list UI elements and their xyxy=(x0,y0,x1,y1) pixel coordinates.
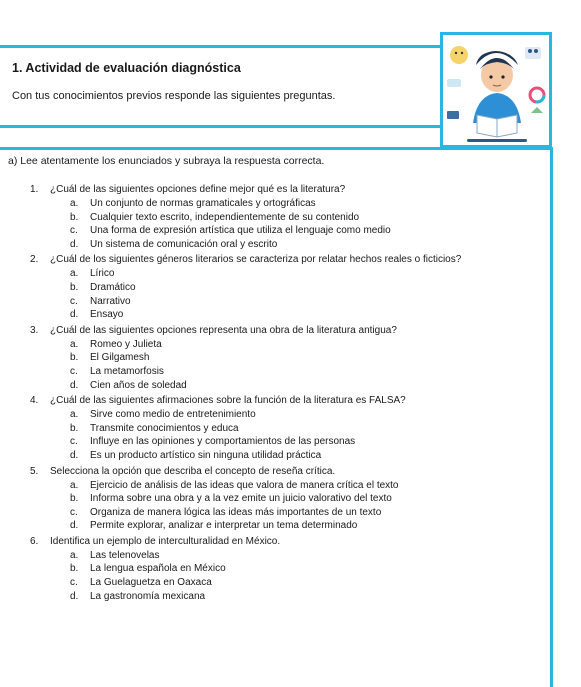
option-letter: b. xyxy=(70,493,79,505)
section-instruction: a) Lee atentamente los enunciados y subraya la respuesta correcta. xyxy=(8,155,325,167)
option-d[interactable] xyxy=(70,449,545,463)
option-letter: a. xyxy=(70,268,79,280)
option-list xyxy=(30,549,545,603)
option-text[interactable]: Influye en las opiniones y comportamientos de las personas xyxy=(90,436,356,448)
option-d[interactable] xyxy=(70,238,545,252)
option-c[interactable] xyxy=(70,576,545,590)
option-text[interactable]: Es un producto artístico sin ninguna utilidad práctica xyxy=(90,449,322,461)
option-text[interactable]: Romeo y Julieta xyxy=(90,338,162,350)
question-3 xyxy=(30,324,545,392)
option-text[interactable]: Un sistema de comunicación oral y escrito xyxy=(90,238,278,250)
option-letter: a. xyxy=(70,479,79,491)
option-letter: c. xyxy=(70,295,78,307)
option-a[interactable] xyxy=(70,338,545,352)
question-6 xyxy=(30,535,545,603)
option-text[interactable]: La Guelaguetza en Oaxaca xyxy=(90,577,212,589)
option-text[interactable]: Organiza de manera lógica las ideas más importantes de un texto xyxy=(90,506,382,518)
question-1 xyxy=(30,183,545,251)
option-b[interactable] xyxy=(70,492,545,506)
option-text[interactable]: Cualquier texto escrito, independientemente de su contenido xyxy=(90,211,360,223)
option-text[interactable]: Permite explorar, analizar e interpretar un tema determinado xyxy=(90,520,358,532)
question-text: Identifica un ejemplo de interculturalidad en México. xyxy=(50,535,281,547)
question-number: 4. xyxy=(30,395,39,407)
option-text[interactable]: Lírico xyxy=(90,268,115,280)
question-number: 2. xyxy=(30,254,39,266)
question-list xyxy=(30,183,545,603)
question-4 xyxy=(30,394,545,462)
option-text[interactable]: La lengua española en México xyxy=(90,563,226,575)
option-letter: d. xyxy=(70,449,79,461)
option-letter: c. xyxy=(70,436,78,448)
option-letter: d. xyxy=(70,590,79,602)
option-c[interactable] xyxy=(70,506,545,520)
question-text: ¿Cuál de los siguientes géneros literarios se caracteriza por relatar hechos reales o ficticios? xyxy=(50,254,462,266)
option-letter: b. xyxy=(70,563,79,575)
option-text[interactable]: Una forma de expresión artística que utiliza el lenguaje como medio xyxy=(90,225,391,237)
option-letter: b. xyxy=(70,352,79,364)
option-text[interactable]: La gastronomía mexicana xyxy=(90,590,206,602)
option-list xyxy=(30,197,545,251)
option-c[interactable] xyxy=(70,435,545,449)
option-list xyxy=(30,338,545,392)
option-letter: a. xyxy=(70,338,79,350)
question-text: ¿Cuál de las siguientes afirmaciones sobre la función de la literatura es FALSA? xyxy=(50,395,406,407)
option-text[interactable]: La metamorfosis xyxy=(90,365,164,377)
option-letter: b. xyxy=(70,211,79,223)
option-b[interactable] xyxy=(70,211,545,225)
option-b[interactable] xyxy=(70,422,545,436)
option-d[interactable] xyxy=(70,308,545,322)
option-d[interactable] xyxy=(70,519,545,533)
option-letter: d. xyxy=(70,379,79,391)
option-c[interactable] xyxy=(70,224,545,238)
question-number: 1. xyxy=(30,184,39,195)
option-text[interactable]: Cien años de soledad xyxy=(90,379,187,391)
option-a[interactable] xyxy=(70,408,545,422)
option-a[interactable] xyxy=(70,479,545,493)
option-letter: c. xyxy=(70,365,78,377)
student-reading-illustration xyxy=(440,32,552,148)
option-text[interactable]: Las telenovelas xyxy=(90,549,160,561)
option-text[interactable]: Un conjunto de normas gramaticales y ortográficas xyxy=(90,198,316,209)
option-d[interactable] xyxy=(70,379,545,393)
option-letter: c. xyxy=(70,506,78,518)
option-b[interactable] xyxy=(70,351,545,365)
option-text[interactable]: El Gilgamesh xyxy=(90,352,150,364)
option-text[interactable]: Transmite conocimientos y educa xyxy=(90,422,239,434)
question-text: ¿Cuál de las siguientes opciones representa una obra de la literatura antigua? xyxy=(50,324,397,336)
question-text: ¿Cuál de las siguientes opciones define mejor qué es la literatura? xyxy=(50,184,346,195)
activity-subtitle: Con tus conocimientos previos responde las siguientes preguntas. xyxy=(12,90,336,102)
option-text[interactable]: Ensayo xyxy=(90,309,124,321)
question-2 xyxy=(30,253,545,321)
question-number: 5. xyxy=(30,465,39,477)
option-letter: d. xyxy=(70,309,79,321)
questions-section xyxy=(0,147,553,687)
option-text[interactable]: Ejercicio de análisis de las ideas que valora de manera crítica el texto xyxy=(90,479,399,491)
question-text: Selecciona la opción que describa el concepto de reseña crítica. xyxy=(50,465,336,477)
activity-header xyxy=(0,45,444,128)
option-letter: d. xyxy=(70,520,79,532)
option-letter: a. xyxy=(70,549,79,561)
activity-title: 1. Actividad de evaluación diagnóstica xyxy=(12,61,241,75)
option-text[interactable]: Informa sobre una obra y a la vez emite un juicio valorativo del texto xyxy=(90,493,392,505)
option-text[interactable]: Dramático xyxy=(90,281,136,293)
option-letter: b. xyxy=(70,422,79,434)
option-a[interactable] xyxy=(70,549,545,563)
option-list xyxy=(30,267,545,321)
option-a[interactable] xyxy=(70,267,545,281)
option-c[interactable] xyxy=(70,365,545,379)
option-a[interactable] xyxy=(70,197,545,211)
option-letter: a. xyxy=(70,198,79,209)
option-text[interactable]: Sirve como medio de entretenimiento xyxy=(90,409,256,421)
option-b[interactable] xyxy=(70,281,545,295)
option-list xyxy=(30,408,545,462)
option-letter: b. xyxy=(70,281,79,293)
option-text[interactable]: Narrativo xyxy=(90,295,131,307)
option-d[interactable] xyxy=(70,590,545,604)
student-reading-icon xyxy=(443,35,549,145)
option-letter: a. xyxy=(70,409,79,421)
option-letter: d. xyxy=(70,238,79,250)
option-list xyxy=(30,479,545,533)
option-letter: c. xyxy=(70,577,78,589)
option-b[interactable] xyxy=(70,562,545,576)
option-letter: c. xyxy=(70,225,78,237)
question-5 xyxy=(30,465,545,533)
option-c[interactable] xyxy=(70,295,545,309)
question-number: 6. xyxy=(30,535,39,547)
question-number: 3. xyxy=(30,324,39,336)
